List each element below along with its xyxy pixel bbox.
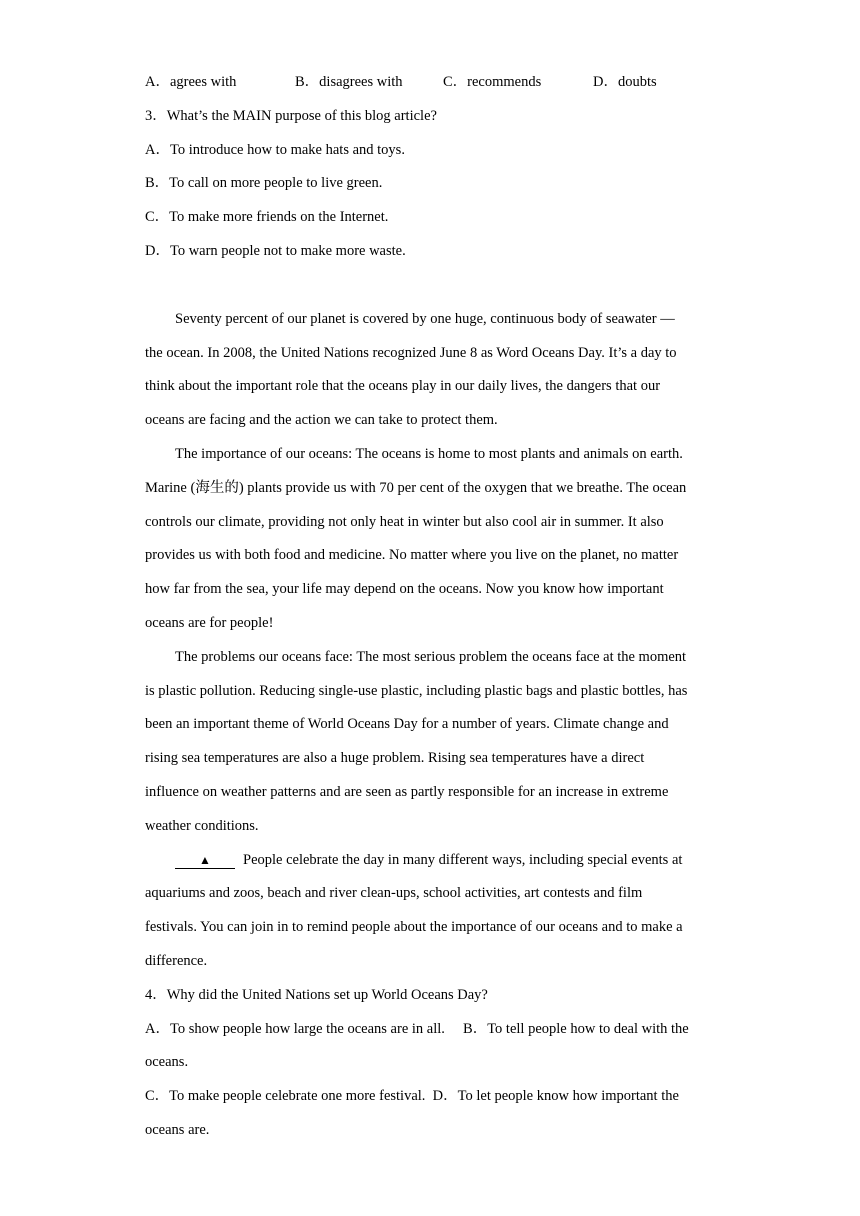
q3-option-a: A．To introduce how to make hats and toys.: [145, 141, 405, 158]
passage-line: the ocean. In 2008, the United Nations recognized June 8 as Word Oceans Day. It’s a day to: [145, 344, 677, 361]
passage-line: controls our climate, providing not only heat in winter but also cool air in summer. It also: [145, 513, 664, 530]
passage-paragraph-1: [145, 303, 720, 438]
passage-line: been an important theme of World Oceans Day for a number of years. Climate change and: [145, 716, 669, 733]
q4-options-ab-continued: oceans.: [145, 1054, 189, 1071]
passage-line: is plastic pollution. Reducing single-use plastic, including plastic bags and plastic bottles, has: [145, 682, 688, 699]
passage-line: festivals. You can join in to remind people about the importance of our oceans and to make a: [145, 919, 683, 936]
passage-line: oceans are facing and the action we can take to protect them.: [145, 412, 498, 429]
q3-stem: 3．What’s the MAIN purpose of this blog article?: [145, 107, 437, 124]
passage-line: The importance of our oceans: The oceans is home to most plants and animals on earth.: [175, 445, 683, 462]
q3-option-b: B．To call on more people to live green.: [145, 175, 383, 192]
passage-line: difference.: [145, 952, 208, 969]
section-gap: [145, 269, 720, 303]
document-page: [145, 66, 720, 1148]
fill-in-blank: ▲: [175, 852, 235, 869]
q3-option-d: D．To warn people not to make more waste.: [145, 242, 406, 259]
passage-line: aquariums and zoos, beach and river clean-ups, school activities, art contests and film: [145, 885, 643, 902]
passage-line: oceans are for people!: [145, 614, 274, 631]
q4-options-cd: C．To make people celebrate one more festival. D．To let people know how important the: [145, 1088, 679, 1105]
q2-option-c: C．recommends: [443, 74, 542, 90]
passage-paragraph-2: [145, 438, 720, 641]
passage-line: how far from the sea, your life may depend on the oceans. Now you know how important: [145, 581, 664, 598]
q4-options-cd-continued: oceans are.: [145, 1121, 210, 1138]
question-3: [145, 100, 720, 269]
q3-option-c: C．To make more friends on the Internet.: [145, 209, 389, 226]
q2-option-b: B．disagrees with: [295, 74, 403, 90]
passage-line-with-blank: [145, 844, 720, 878]
passage-line: provides us with both food and medicine. No matter where you live on the planet, no matter: [145, 547, 679, 564]
q2-options: [145, 66, 720, 100]
passage-paragraph-4: [145, 844, 720, 979]
passage-line: influence on weather patterns and are seen as partly responsible for an increase in extreme: [145, 783, 669, 800]
q2-option-a: A．agrees with: [145, 74, 237, 90]
question-4: [145, 979, 720, 1148]
q4-options-ab: A．To show people how large the oceans are in all. B．To tell people how to deal with the: [145, 1020, 689, 1037]
passage-line: Marine (海生的) plants provide us with 70 per cent of the oxygen that we breathe. The ocean: [145, 479, 687, 496]
q4-stem: 4．Why did the United Nations set up World Oceans Day?: [145, 986, 488, 1003]
q2-option-d: D．doubts: [593, 74, 657, 90]
passage-line: Seventy percent of our planet is covered by one huge, continuous body of seawater —: [175, 310, 675, 327]
passage-line: The problems our oceans face: The most serious problem the oceans face at the moment: [175, 648, 687, 665]
passage-paragraph-3: [145, 641, 720, 844]
passage-line: rising sea temperatures are also a huge problem. Rising sea temperatures have a direct: [145, 750, 645, 767]
passage-line: weather conditions.: [145, 817, 259, 834]
passage-text: People celebrate the day in many different ways, including special events at: [243, 851, 683, 868]
passage-line: think about the important role that the oceans play in our daily lives, the dangers that our: [145, 378, 661, 395]
